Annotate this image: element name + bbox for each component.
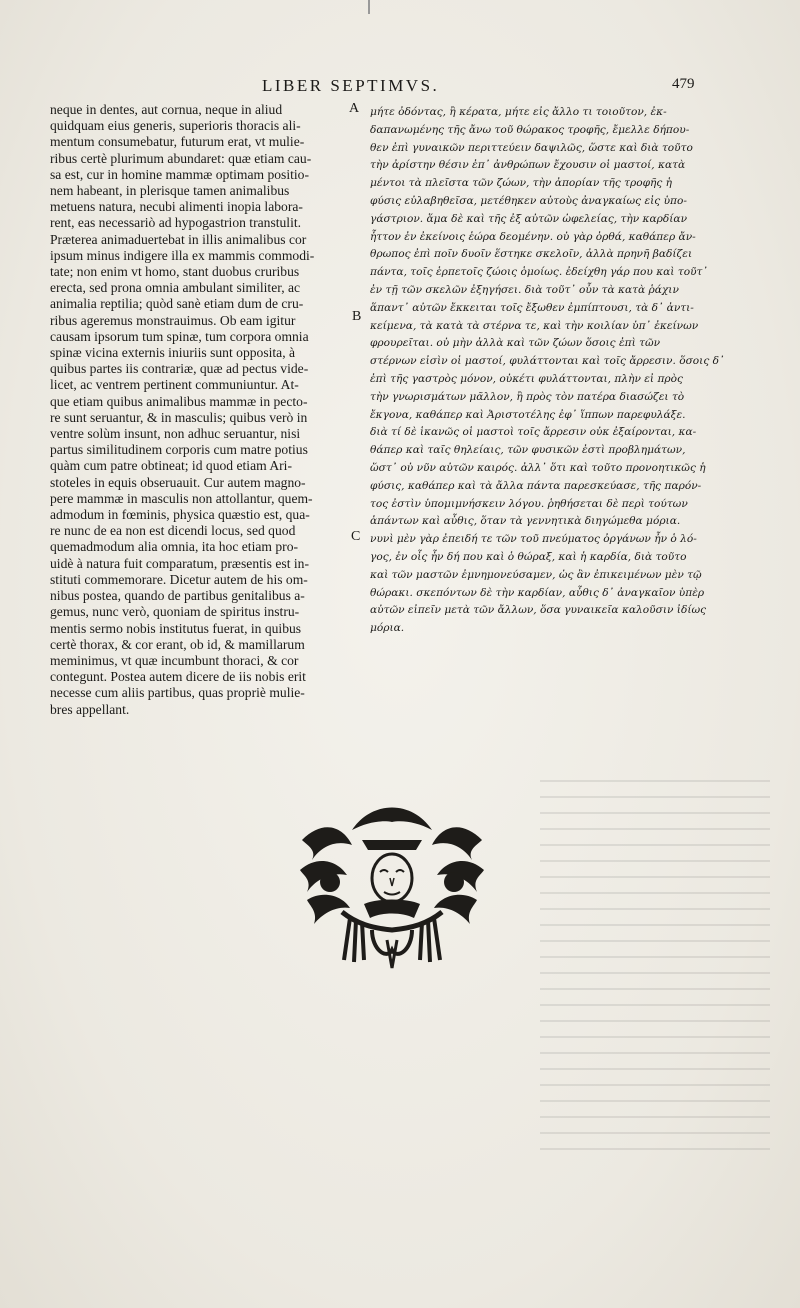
greek-line: μέντοι τὰ πλεῖστα τῶν ζώων, τὴν ἀπορίαν τῆς τροφῆς ἡ [370,177,673,190]
page-number: 479 [672,76,695,92]
latin-line: ribus certè plurimum abundaret: quæ etiam cau- [50,150,312,166]
latin-line: partus similitudinem corporis cum matre potius [50,442,308,458]
greek-line: ὥστ᾽ οὐ νῦν αὐτῶν καιρός. ἀλλ᾽ ὅτι καὶ τοῦτο προνοητικῶς ἡ [370,461,706,474]
latin-line: mentum consumebatur, futurum erat, vt mulie- [50,134,305,150]
greek-line: αὐτῶν εἰπεῖν μετὰ τῶν ἄλλων, ὅσα γυναικεῖα καλοῦσιν ἰδίως [370,604,707,617]
greek-line: ἁπάντων καὶ αὖθις, ὅταν τὰ γεννητικὰ διηγώμεθα μόρια. [370,515,681,528]
latin-line: rent, eas necessariò ad hypogastrion transtulit. [50,215,302,231]
greek-line: θάπερ καὶ ταῖς θηλείαις, τῶν φυσικῶν ἐστὶ προβλημάτων, [370,444,686,457]
running-header [0,76,800,100]
latin-line: quàm cum patre obtineat; id quod etiam Ari- [50,458,292,474]
latin-line: pere mammæ in masculis non attollantur, quem- [50,490,313,506]
latin-column [50,102,350,718]
latin-line: nibus postea, quando de partibus genitalibus a- [50,588,305,604]
latin-line: licet, ac ventrem pertinent communiuntur. At- [50,377,299,393]
latin-line: sa est, cur in homine mammæ optimam positio- [50,166,310,182]
latin-line: ventre solùm insunt, non adhuc seruantur, nisi [50,426,301,442]
greek-line: φρουρεῖται. οὐ μὴν ἀλλὰ καὶ τῶν ζώων ὅσοις ἐπὶ τῶν [370,337,661,350]
latin-line: admodum in fœminis, physica quæstio est, qua- [50,507,310,523]
greek-line: ἅπαντ᾽ αὐτῶν ἔκκειται τοῖς ἔξωθεν ἐμπίπτουσι, τὰ δ᾽ ἀντι- [370,301,694,314]
greek-line: νυνὶ μὲν γὰρ ἐπειδή τε τῶν τοῦ πνεύματος ὀργάνων ἦν ὁ λό- [370,533,697,546]
latin-line: erecta, sed prona omnia ambulant similiter, ac [50,280,301,296]
latin-line: stoteles in equis obseruauit. Cur autem magno- [50,474,306,490]
greek-line: δαπανωμένης τῆς ἄνω τοῦ θώρακος τροφῆς, ἔμελλε δήπου- [370,123,690,136]
latin-line: necesse cum aliis partibus, quas propriè mulie- [50,685,305,701]
latin-line: causam ipsorum tum spinæ, tum corpora omnia [50,328,309,344]
greek-line: γάστριον. ἅμα δὲ καὶ τῆς ἐξ αὐτῶν ὠφελείας, τὴν καρδίαν [370,212,688,225]
greek-line: θρωπος ἐπὶ ποῖν δυοῖν ἕστηκε σκελοῖν, ἀλλὰ πρηνῆ βαδίζει [370,248,693,261]
greek-line: τὴν ἀρίστην θέσιν ἐπ᾽ ἀνθρώπων ἔχουσιν οἱ μαστοί, κατὰ [370,159,686,172]
greek-column [370,104,735,638]
latin-line: Præterea animaduertebat in illis animalibus cor [50,231,307,247]
show-through-text [540,780,770,1200]
latin-line: neque in dentes, aut cornua, neque in aliud [50,102,283,117]
greek-line: κείμενα, τὰ κατὰ τὰ στέρνα τε, καὶ τὴν κοιλίαν ὑπ᾽ ἐκείνων [370,319,699,332]
latin-line: spinæ vicina externis iniuriis sunt opposita, à [50,345,296,361]
greek-line: γος, ἐν οἷς ἦν δή που καὶ ὁ θώραξ, καὶ ἡ καρδία, διὰ τοῦτο [370,550,687,563]
latin-line: quibus partes iis contrariæ, quæ ad pectus vide- [50,361,309,377]
latin-line: uidè à natura fuit comparatum, præsentis est in- [50,555,309,571]
latin-line: nem habeant, in plerisque tamen animalibus [50,183,290,199]
running-title: LIBER SEPTIMVS. [262,76,440,95]
latin-line: re sunt seruantur, & in masculis; quibus verò in [50,409,308,425]
greek-line: ἐν τῇ τῶν σκελῶν ἐξηγήσει. διὰ τοῦτ᾽ οὖν τὰ κατὰ ῥάχιν [370,283,679,296]
greek-line: ἔκγονα, καθάπερ καὶ Ἀριστοτέλης ἐφ᾽ ἵππων παρεφυλάξε. [370,408,686,421]
greek-line: τος ἐστὶν ὑπομιμνήσκειν λόγου. ῥηθήσεται δὲ περὶ τούτων [370,497,688,510]
latin-line: stituti commemorare. Dicetur autem de his om- [50,571,308,587]
margin-marker-c: C [351,529,361,544]
greek-line: φύσις, καθάπερ καὶ τὰ ἄλλα πάντα παρεσκεύασε, τῆς παρόν- [370,479,702,492]
latin-line: contegunt. Postea autem dicere de iis nobis erit [50,669,306,685]
greek-line: μήτε ὀδόντας, ἢ κέρατα, μήτε εἰς ἄλλο τι τοιοῦτον, ἐκ- [370,106,667,118]
greek-line: διὰ τί δὲ ἱκανῶς οἱ μαστοὶ τοῖς ἄρρεσιν οὐκ ἐξαίρονται, κα- [370,426,697,439]
latin-line: ipsum minus indigere illa ex mammis commodi- [50,247,315,263]
greek-line: ἐπὶ τῆς γαστρὸς μόνον, οὐκέτι φυλάττονται, πλὴν εἰ πρὸς [370,372,683,385]
greek-line: μόρια. [370,622,405,635]
latin-line: quemadmodum alia omnia, ita hoc etiam pro- [50,539,299,555]
woodcut-ornament [292,800,492,970]
latin-line: bres appellant. [50,701,130,717]
latin-line: tate; non enim vt homo, stant duobus cruribus [50,264,300,280]
greek-line: στέρνων εἰσὶν οἱ μαστοί, φυλάττονται καὶ τοῖς ἄρρεσιν. ὅσοις δ᾽ [370,355,725,368]
greek-line: πάντα, τοῖς ἑρπετοῖς ζώοις ὁμοίως. ἐδείχθη γάρ που καὶ τοῦτ᾽ [370,266,708,279]
latin-line: gemus, nunc verò, quoniam de spiritus instru- [50,604,300,620]
greek-line: καὶ τῶν μαστῶν ἐμνημονεύσαμεν, ὡς ἂν ἐπικειμένων μὲν τῷ [370,568,702,581]
greek-line: θώρακι. σκεπόντων δὲ τὴν καρδίαν, αὖθις δ᾽ ἀναγκαῖον ὑπὲρ [370,586,705,599]
latin-line: animalia reptilia; quòd sanè etiam dum de cru- [50,296,304,312]
latin-line: ribus ageremus monstrauimus. Ob eam igitur [50,312,296,328]
latin-line: mentis sermo nobis institutus fuerat, in quibus [50,620,302,636]
latin-line: quidquam eius generis, superioris thoracis ali- [50,118,301,134]
latin-line: certè thorax, & cor erant, ob id, & mamillarum [50,636,305,652]
margin-marker-b: B [352,309,362,324]
latin-line: que etiam quibus animalibus mammæ in pecto- [50,393,308,409]
greek-line: ἧττον ἐν ἐκείνοις ἑώρα δεομένην. οὐ γὰρ ὀρθά, καθάπερ ἄν- [370,230,696,243]
latin-line: metuens natura, necubi alimenti inopia labora- [50,199,303,215]
greek-line: θεν ἐπὶ γυναικῶν περιττεύειν δαψιλῶς, ὥστε καὶ διὰ τοῦτο [370,141,693,154]
margin-marker-a: A [349,101,360,116]
greek-line: τὴν γνωρισμάτων μᾶλλον, ἢ πρὸς τὸν πατέρα διασώζει τὸ [370,390,685,403]
latin-line: re nunc de ea non est dicendi locus, sed quod [50,523,296,539]
greek-line: φύσις εὐλαβηθεῖσα, μετέθηκεν αὐτοὺς ἀναγκαίως εἰς ὑπο- [370,194,687,207]
latin-line: meminimus, vt quæ incumbunt thoraci, & cor [50,652,299,668]
ink-speck [368,0,370,14]
